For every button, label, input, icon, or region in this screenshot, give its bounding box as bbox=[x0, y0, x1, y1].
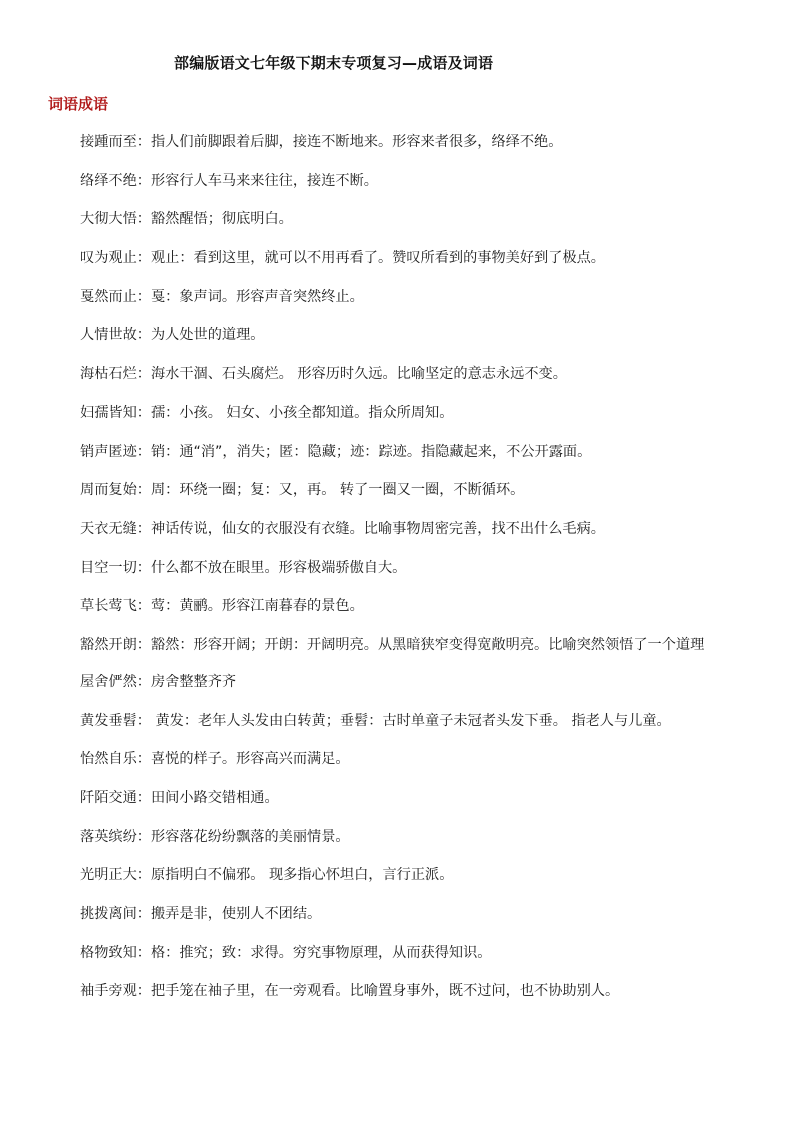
idiom-entry: 怡然自乐：喜悦的样子。形容高兴而满足。 bbox=[80, 751, 350, 768]
idiom-entry: 人情世故：为人处世的道理。 bbox=[80, 327, 265, 344]
idiom-entry: 目空一切：什么都不放在眼里。形容极端骄傲自大。 bbox=[80, 559, 407, 576]
idiom-list bbox=[48, 126, 754, 1014]
idiom-entry: 挑拨离间：搬弄是非，使别人不团结。 bbox=[80, 906, 322, 923]
idiom-entry: 叹为观止：观止：看到这里，就可以不用再看了。赞叹所看到的事物美好到了极点。 bbox=[80, 250, 605, 267]
idiom-entry: 销声匿迹：销：通“消”，消失；匿：隐藏；迹：踪迹。指隐藏起来，不公开露面。 bbox=[80, 443, 592, 460]
idiom-entry: 光明正大：原指明白不偏邪。 现多指心怀坦白，言行正派。 bbox=[80, 867, 454, 884]
idiom-entry: 络绎不绝：形容行人车马来来往往，接连不断。 bbox=[80, 172, 378, 189]
idiom-entry: 袖手旁观：把手笼在袖子里，在一旁观看。比喻置身事外，既不过问，也不协助别人。 bbox=[80, 983, 620, 1000]
idiom-entry: 戛然而止：戛：象声词。形容声音突然终止。 bbox=[80, 288, 364, 305]
idiom-entry: 天衣无缝：神话传说，仙女的衣服没有衣缝。比喻事物周密完善，找不出什么毛病。 bbox=[80, 520, 605, 537]
idiom-entry: 阡陌交通：田间小路交错相通。 bbox=[80, 790, 279, 806]
idiom-entry: 大彻大悟：豁然醒悟；彻底明白。 bbox=[80, 211, 293, 228]
idiom-entry: 黄发垂髫： 黄发：老年人头发由白转黄；垂髫：古时单童子未冠者头发下垂。 指老人与儿童。 bbox=[80, 712, 671, 729]
idiom-entry: 草长莺飞：莺：黄鹂。形容江南暮春的景色。 bbox=[80, 598, 364, 615]
idiom-entry: 屋舍俨然：房舍整整齐齐 bbox=[80, 673, 237, 690]
idiom-entry: 接踵而至：指人们前脚跟着后脚，接连不断地来。形容来者很多，络绎不绝。 bbox=[80, 134, 563, 150]
idiom-entry: 海枯石烂：海水干涸、石头腐烂。 形容历时久远。比喻坚定的意志永远不变。 bbox=[80, 366, 567, 383]
idiom-entry: 妇孺皆知：孺：小孩。 妇女、小孩全都知道。指众所周知。 bbox=[80, 404, 454, 421]
idiom-entry: 格物致知：格：推究；致：求得。穷究事物原理，从而获得知识。 bbox=[80, 944, 492, 961]
document-title: 部编版语文七年级下期末专项复习—成语及词语 bbox=[174, 54, 494, 72]
idiom-entry: 豁然开朗：豁然：形容开阔；开朗：开阔明亮。从黑暗狭窄变得宽敞明亮。比喻突然领悟了一个道理 bbox=[80, 636, 705, 653]
section-heading: 词语成语 bbox=[48, 95, 109, 113]
idiom-entry: 周而复始：周：环绕一圈；复：又，再。 转了一圈又一圈，不断循环。 bbox=[80, 482, 525, 499]
idiom-entry: 落英缤纷：形容落花纷纷飘落的美丽情景。 bbox=[80, 828, 350, 845]
